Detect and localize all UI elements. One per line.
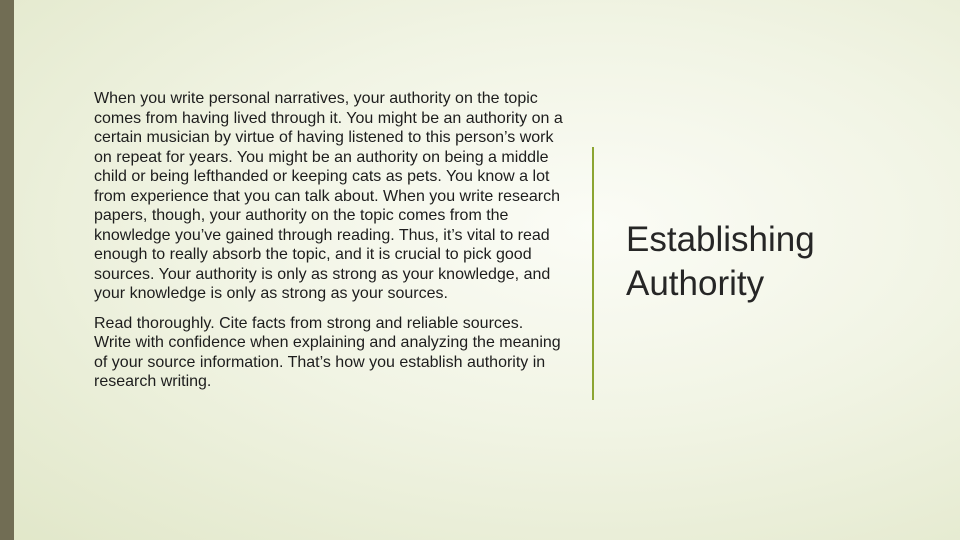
vertical-divider (592, 147, 594, 400)
body-paragraph-2: Read thoroughly. Cite facts from strong and reliable sources. Write with confidence when explaining and analyzing the meaning of your source information. That’s how you establish authority in research writing. (94, 314, 561, 390)
slide-title: Establishing Authority (626, 220, 815, 303)
body-paragraph-1: When you write personal narratives, your authority on the topic comes from having lived through it. You might be an authority on a certain musician by virtue of having listened to this person’s work on repeat for years. You might be an authority on being a middle child or being lefthanded or keeping cats as pets. You know a lot from experience that you can talk about. When you write research papers, though, your authority on the topic comes from the knowledge you’ve gained through reading. Thus, it’s vital to read enough to really absorb the topic, and it is crucial to pick good sources. Your authority is only as strong as your knowledge, and your knowledge is only as strong as your sources. (94, 90, 563, 302)
left-accent-bar (0, 0, 14, 540)
slide-body-text (94, 89, 564, 402)
